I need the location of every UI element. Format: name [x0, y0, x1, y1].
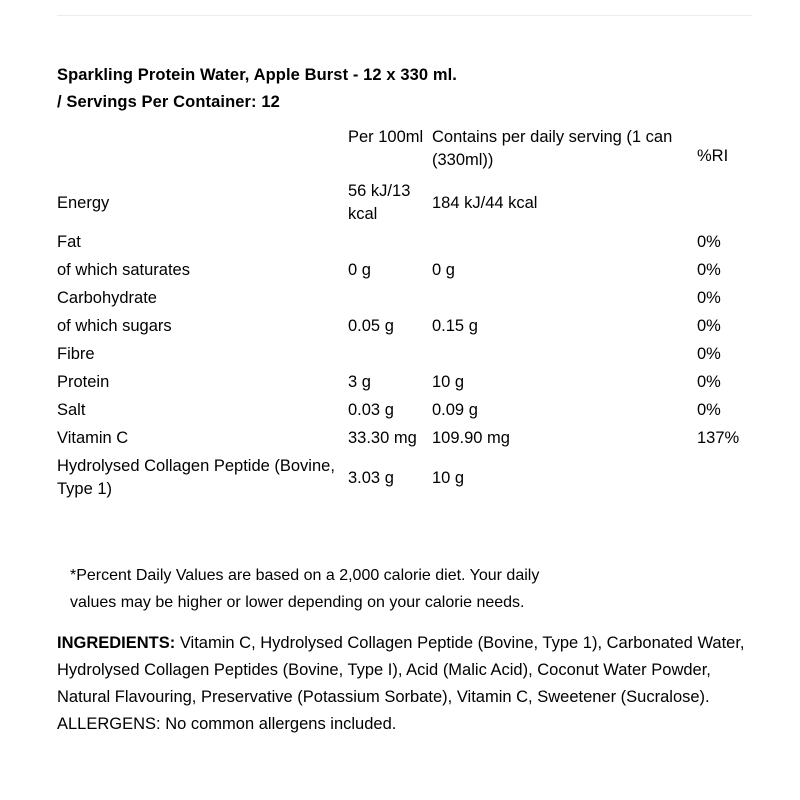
cell-ri: [697, 453, 757, 504]
cell-nutrient-name: [57, 313, 348, 341]
table-row: [57, 313, 757, 341]
cell-per-100ml-text: 33.30 mg: [348, 429, 417, 447]
cell-nutrient-name: [57, 178, 348, 229]
cell-per-100ml-text: 3 g: [348, 373, 371, 391]
nutrition-table-header: [57, 126, 757, 178]
cell-per-serving: [432, 313, 697, 341]
cell-per-100ml-text: 0.05 g: [348, 317, 394, 335]
cell-per-serving: [432, 178, 697, 229]
cell-per-100ml: [348, 178, 432, 229]
cell-per-serving: [432, 341, 697, 369]
table-row: [57, 178, 757, 229]
cell-nutrient-name-text: of which saturates: [57, 261, 190, 279]
cell-per-serving: [432, 285, 697, 313]
cell-per-serving: [432, 369, 697, 397]
ingredients-text: Vitamin C, Hydrolysed Collagen Peptide (Bovine, Type 1), Carbonated Water, Hydrolysed Collagen Peptides (Bovine, Type I), Acid (Malic Acid), Coconut Water Powder, Natural Flavouring, Preservative (Potassium Sorbate), Vitamin C, Sweetener (Sucralose). ALLERGENS: No common allergens included.: [57, 634, 745, 733]
cell-nutrient-name: [57, 369, 348, 397]
cell-nutrient-name: [57, 425, 348, 453]
nutrition-facts-table: [57, 126, 757, 504]
cell-ri-text: 0%: [697, 373, 721, 391]
cell-ri-text: 0%: [697, 401, 721, 419]
cell-per-100ml-text: 0.03 g: [348, 401, 394, 419]
nutrition-table-body: [57, 178, 757, 504]
table-row: [57, 397, 757, 425]
cell-ri-text: 0%: [697, 289, 721, 307]
cell-per-serving: [432, 257, 697, 285]
cell-per-serving: [432, 229, 697, 257]
table-row: [57, 341, 757, 369]
cell-nutrient-name-text: Carbohydrate: [57, 289, 157, 307]
cell-per-serving-text: 0.09 g: [432, 401, 478, 419]
cell-ri: [697, 397, 757, 425]
cell-per-100ml: [348, 397, 432, 425]
cell-ri: [697, 369, 757, 397]
table-row: [57, 229, 757, 257]
top-divider: [57, 15, 752, 16]
cell-nutrient-name-text: Energy: [57, 193, 110, 212]
cell-nutrient-name: [57, 341, 348, 369]
cell-nutrient-name-text: of which sugars: [57, 317, 172, 335]
cell-ri: [697, 425, 757, 453]
ingredients-label: INGREDIENTS:: [57, 634, 176, 652]
cell-per-100ml: [348, 285, 432, 313]
page-title: [57, 62, 757, 116]
cell-ri-text: 137%: [697, 429, 740, 447]
cell-ri: [697, 285, 757, 313]
daily-value-footnote: [70, 562, 720, 616]
cell-per-100ml: [348, 257, 432, 285]
cell-per-serving-text: 0 g: [432, 261, 455, 279]
cell-nutrient-name: [57, 397, 348, 425]
column-header-nutrient: [57, 126, 348, 178]
cell-per-serving-text: 10 g: [432, 373, 465, 391]
cell-nutrient-name-text: Hydrolysed Collagen Peptide (Bovine, Type 1): [57, 457, 335, 498]
cell-nutrient-name-text: Fibre: [57, 345, 95, 363]
cell-ri-text: 0%: [697, 345, 721, 363]
column-header-per-serving-text: Contains per daily serving (1 can (330ml)): [432, 128, 673, 169]
cell-per-serving-text: 10 g: [432, 468, 465, 487]
cell-per-100ml: [348, 369, 432, 397]
cell-per-100ml: [348, 453, 432, 504]
cell-ri-text: 0%: [697, 317, 721, 335]
cell-ri: [697, 341, 757, 369]
footnote-line-1: *Percent Daily Values are based on a 2,000 calorie diet. Your daily: [70, 567, 540, 584]
footnote-line-2: values may be higher or lower depending on your calorie needs.: [70, 594, 525, 611]
cell-nutrient-name: [57, 285, 348, 313]
cell-per-100ml: [348, 425, 432, 453]
cell-nutrient-name-text: Vitamin C: [57, 429, 129, 447]
table-row: [57, 285, 757, 313]
cell-per-100ml-text: 3.03 g: [348, 468, 394, 487]
cell-per-serving: [432, 453, 697, 504]
column-header-per-100ml: Per 100ml: [348, 128, 424, 146]
table-header-row: [57, 126, 757, 178]
cell-ri-text: 0%: [697, 233, 721, 251]
cell-nutrient-name-text: Fat: [57, 233, 81, 251]
ingredients-paragraph: [57, 630, 757, 738]
table-row: [57, 425, 757, 453]
cell-nutrient-name: [57, 229, 348, 257]
cell-ri: [697, 257, 757, 285]
cell-per-100ml-text: 56 kJ/13 kcal: [348, 182, 411, 223]
product-title-line-2: / Servings Per Container: 12: [57, 93, 280, 111]
cell-per-serving: [432, 397, 697, 425]
cell-per-serving: [432, 425, 697, 453]
cell-nutrient-name-text: Protein: [57, 373, 110, 391]
column-header-per-serving: [432, 126, 697, 178]
cell-per-100ml-text: 0 g: [348, 261, 371, 279]
cell-per-serving-text: 0.15 g: [432, 317, 478, 335]
cell-ri-text: 0%: [697, 261, 721, 279]
product-title-line-1: Sparkling Protein Water, Apple Burst - 12 x 330 ml.: [57, 66, 457, 84]
table-row: [57, 453, 757, 504]
table-row: [57, 257, 757, 285]
cell-per-serving-text: 109.90 mg: [432, 429, 510, 447]
cell-nutrient-name: [57, 453, 348, 504]
table-row: [57, 369, 757, 397]
cell-nutrient-name-text: Salt: [57, 401, 86, 419]
cell-per-100ml: [348, 313, 432, 341]
cell-nutrient-name: [57, 257, 348, 285]
column-header-ri: %RI: [697, 147, 729, 165]
cell-per-100ml: [348, 341, 432, 369]
cell-ri: [697, 313, 757, 341]
cell-ri: [697, 178, 757, 229]
cell-per-serving-text: 184 kJ/44 kcal: [432, 193, 538, 212]
cell-ri: [697, 229, 757, 257]
cell-per-100ml: [348, 229, 432, 257]
